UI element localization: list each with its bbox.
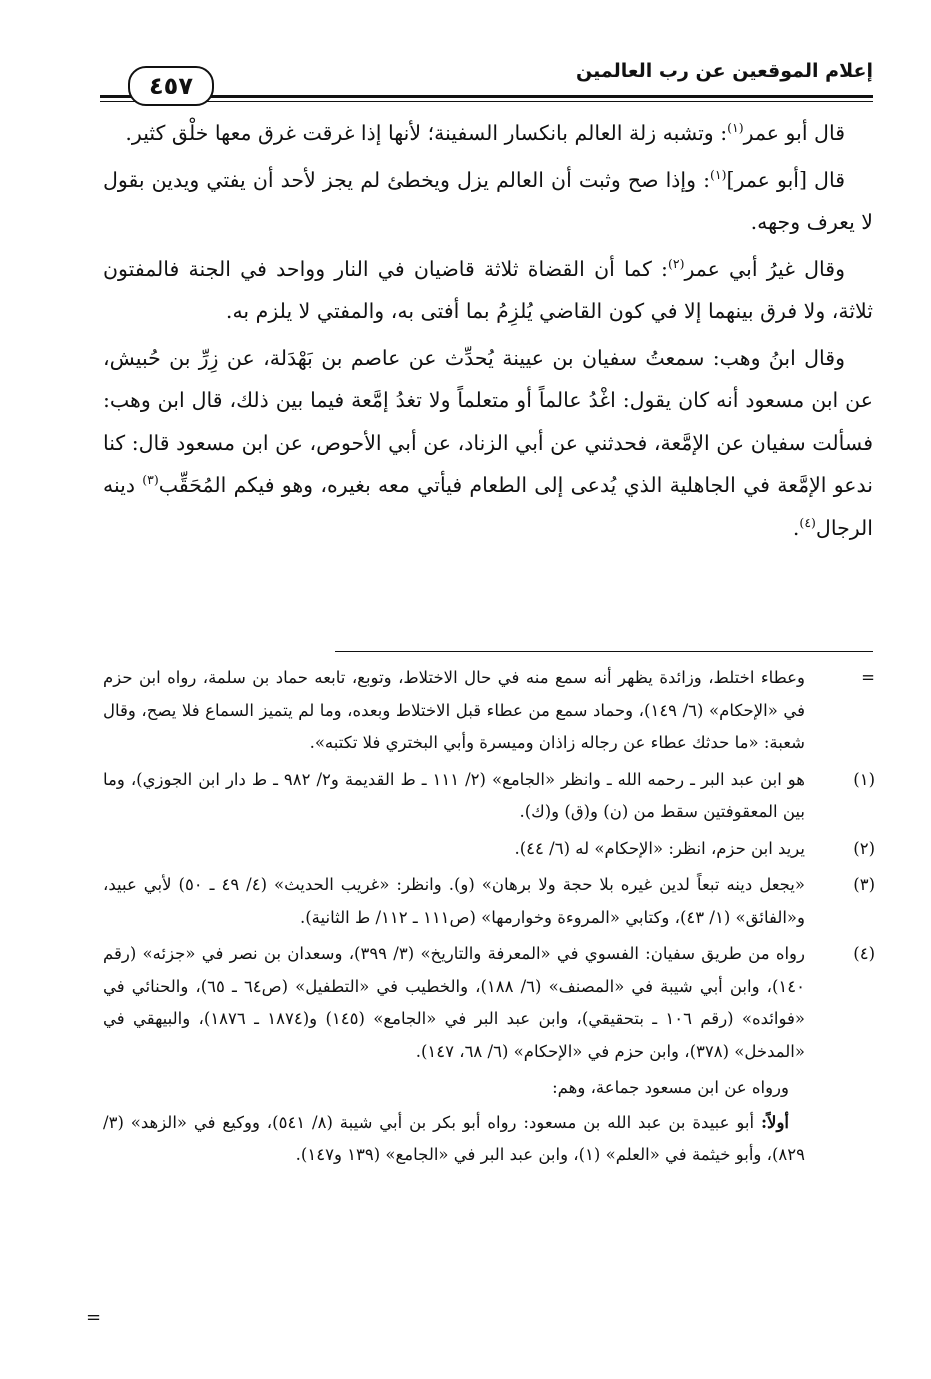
paragraph-4: وقال ابنُ وهب: سمعتُ سفيان بن عيينة يُحدِّث عن عاصم بن بَهْدَلة، عن زِرِّ بن حُبيش، عن ابن مسعود أنه كان يقول: اغْدُ عالماً أو متعلماً ولا تغدُ إمَّعة فيما بين ذلك، قال ابن وهب: فسألت سفيان عن الإمَّعة، فحدثني عن أبي الزناد، عن أبي الأحوص، عن ابن مسعود قال: كنا ندعو الإمَّعة في الجاهلية الذي يُدعى إلى الطعام فيأتي معه بغيره، وهو فيكم المُحَقِّب$^{(٣)}$ دينه الرجال$^{(٤)}$.: [103, 345, 874, 540]
footnote-ref: (٢): [667, 255, 685, 271]
paragraph-2: قال [أبو عمر]$^{(١)}$: وإذا صح وثبت أن العالم يزل ويخطئ لم يجز لأحد أن يفتي ويدين بقول لا يعرف وجهه.: [103, 166, 873, 234]
footnote-separator: [335, 651, 873, 652]
footnotes: [103, 662, 875, 1174]
footnote-ref: (١): [727, 120, 744, 136]
footnote-4: (٤) رواه من طريق سفيان: الفسوي في «المعرفة والتاريخ» (٣/ ٣٩٩)، وسعدان بن نصر في «جزئه» (رقم ١٤٠)، وابن أبي شيبة في «المصنف» (٦/ ١٨٨)، والخطيب في «التطفيل» (ص٦٤ ـ ٦٥)، والحنائي في «فوائده» (رقم ١٠٦ ـ بتحقيقي)، وابن عبد البر في «الجامع» (١٤٥) و(١٨٧٤ ـ ١٨٧٦)، والبيهقي في «المدخل» (٣٧٨)، وابن حزم في «الإحكام» (٦/ ٦٨، ١٤٧).: [103, 938, 875, 1068]
footnote-3: (٣) «يجعل دينه تبعاً لدين غيره بلا حجة ولا برهان» (و). وانظر: «غريب الحديث» (٤/ ٤٩ ـ ٥٠) لأبي عبيد، و«الفائق» (١/ ٤٣)، وكتابي «المروءة وخوارمها» (ص١١١ ـ ١١٢/ ط الثانية).: [103, 869, 875, 934]
footnote-4-subtext: ورواه عن ابن مسعود جماعة، وهم:: [552, 1078, 789, 1097]
footnote-1: (١) هو ابن عبد البر ـ رحمه الله ـ وانظر «الجامع» (٢/ ١١١ ـ ط القديمة و٢/ ٩٨٢ ـ ط دار ابن الجوزي)، وما بين المعقوفتين سقط من (ن) و(ق) و(ك).: [103, 764, 875, 829]
page-number-badge: ٤٥٧: [128, 66, 214, 106]
header-rule: [100, 95, 873, 98]
footnote-number: (٣): [853, 875, 875, 894]
paragraph-3: وقال غيرُ أبي عمر$^{(٢)}$: كما أن القضاة ثلاثة قاضيان في النار وواحد في الجنة فالمفتون ثلاثة، ولا فرق بينهما إلا في كون القاضي يُلزِمُ بما أفتى به، والمفتي لا يلزم به.: [103, 255, 873, 323]
footnote-number: (١): [853, 769, 875, 789]
footnote-number: (٢): [853, 838, 875, 858]
running-header-title: إعلام الموقعين عن رب العالمين: [576, 60, 873, 82]
header-rule-thin: [100, 101, 873, 102]
footnote-ref: (٣): [142, 472, 159, 488]
paragraph-1: قال أبو عمر$^{(١)}$: وتشبه زلة العالم بانكسار السفينة؛ لأنها إذا غرقت غرق معها خلْق كثير.: [125, 120, 845, 145]
footnote-continuation: = وعطاء اختلط، وزائدة يظهر أنه سمع منه في حال الاختلاط، وتوبع، تابعه حماد بن سلمة، رواه ابن حزم في «الإحكام» (٦/ ١٤٩)، وحماد سمع من عطاء قبل الاختلاط وبعده، وما لم يتميز السماع فلا يصح، وقال شعبة: «ما حدثك عطاء عن رجاله زاذان وميسرة وأبي البختري فلا تكتبه».: [103, 662, 875, 760]
footnote-ref: (٤): [799, 514, 816, 530]
footnote-2: (٢) يريد ابن حزم، انظر: «الإحكام» له (٦/ ٤٤).: [103, 833, 875, 866]
footnote-ref: (١): [710, 166, 727, 182]
footnote-4-first-chain: أولاً: أبو عبيدة بن عبد الله بن مسعود: رواه أبو بكر بن أبي شيبة (٨/ ٥٤١)، ووكيع في «الزهد» (٣/ ٨٢٩)، وأبو خيثمة في «العلم» (١)، وابن عبد البر في «الجامع» (١٣٩ و١٤٧).: [103, 1112, 805, 1164]
continuation-mark: =: [861, 668, 875, 687]
main-text: [103, 112, 873, 553]
continuation-mark-bottom: =: [86, 1307, 102, 1328]
footnote-number: (٤): [853, 944, 875, 963]
